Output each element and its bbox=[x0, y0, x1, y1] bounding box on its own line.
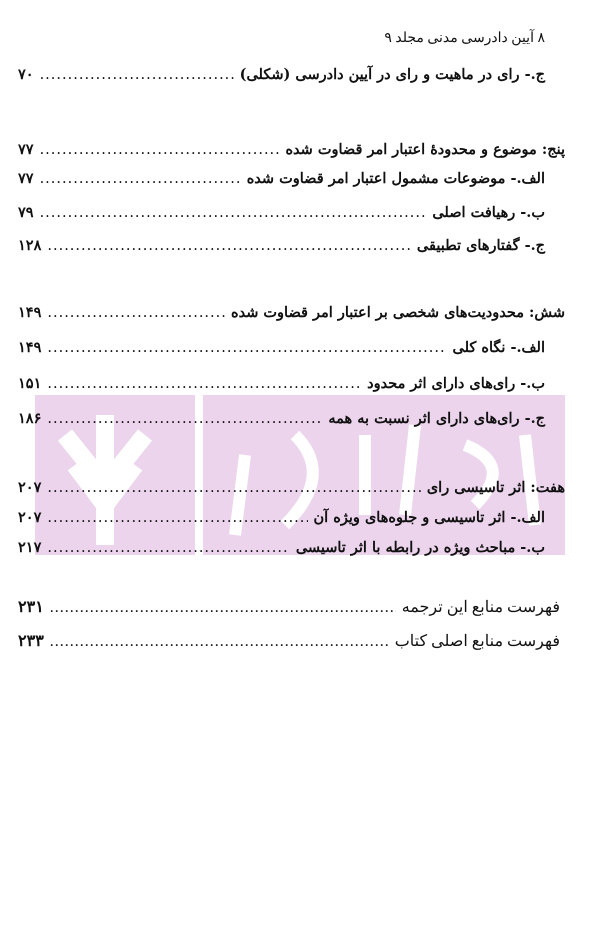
entry-page: ۲۳۱ bbox=[18, 599, 44, 616]
entry-page: ۷۷ bbox=[18, 170, 34, 187]
toc-entry[interactable] bbox=[18, 477, 565, 499]
toc-entry[interactable] bbox=[18, 64, 545, 86]
toc-entry[interactable] bbox=[18, 302, 565, 324]
dot-leader bbox=[40, 139, 280, 161]
toc-entry[interactable] bbox=[18, 537, 545, 559]
toc-entry[interactable] bbox=[18, 373, 545, 395]
entry-title: ب.- رای‌های دارای اثر محدود bbox=[367, 375, 545, 392]
toc-entry[interactable] bbox=[18, 202, 545, 224]
entry-title: فهرست منابع این ترجمه bbox=[401, 599, 560, 616]
entry-title: الف.- موضوعات مشمول اعتبار امر قضاوت شده bbox=[246, 170, 545, 187]
entry-title: ج.- گفتارهای تطبیقی bbox=[416, 237, 545, 254]
entry-page: ۷۷ bbox=[18, 141, 34, 158]
entry-page: ۷۰ bbox=[18, 66, 34, 83]
entry-title: ج.- رای‌های دارای اثر نسبت به همه bbox=[328, 410, 545, 427]
dot-leader bbox=[47, 337, 446, 359]
toc-entry[interactable] bbox=[18, 235, 545, 257]
running-header: ۸ آیین دادرسی مدنی مجلد ۹ bbox=[384, 31, 545, 46]
entry-page: ۱۲۸ bbox=[18, 237, 42, 254]
entry-title: الف.- نگاه کلی bbox=[452, 339, 545, 356]
toc-entry[interactable] bbox=[18, 408, 545, 430]
entry-page: ۲۰۷ bbox=[18, 509, 42, 526]
dot-leader bbox=[50, 631, 389, 653]
dot-leader bbox=[47, 302, 225, 324]
dot-leader bbox=[40, 64, 234, 86]
dot-leader bbox=[47, 408, 322, 430]
entry-title: هفت: اثر تاسیسی رای bbox=[426, 479, 565, 496]
entry-title: پنج: موضوع و محدودهٔ اعتبار امر قضاوت شده bbox=[285, 141, 565, 158]
toc-entry[interactable] bbox=[18, 631, 560, 653]
dot-leader bbox=[47, 477, 420, 499]
entry-title: ب.- مباحث ویژه در رابطه با اثر تاسیسی bbox=[295, 539, 545, 556]
entry-title: شش: محدودیت‌های شخصی بر اعتبار امر قضاوت شده bbox=[231, 304, 565, 321]
entry-page: ۲۰۷ bbox=[18, 479, 42, 496]
entry-page: ۷۹ bbox=[18, 204, 34, 221]
entry-page: ۱۴۹ bbox=[18, 339, 42, 356]
dot-leader bbox=[47, 373, 361, 395]
entry-title: فهرست منابع اصلی کتاب bbox=[394, 633, 560, 650]
entry-title: ب.- رهیافت اصلی bbox=[432, 204, 545, 221]
dot-leader bbox=[47, 537, 289, 559]
entry-title: ج.- رای در ماهیت و رای در آیین دادرسی (شکلی) bbox=[239, 66, 545, 83]
entry-title: الف.- اثر تاسیسی و جلوه‌های ویژه آن bbox=[313, 509, 545, 526]
toc-entry[interactable] bbox=[18, 507, 545, 529]
dot-leader bbox=[50, 597, 396, 619]
entry-page: ۱۵۱ bbox=[18, 375, 42, 392]
toc-entry[interactable] bbox=[18, 597, 560, 619]
toc-entry[interactable] bbox=[18, 168, 545, 190]
entry-page: ۲۱۷ bbox=[18, 539, 42, 556]
entry-page: ۲۳۳ bbox=[18, 633, 44, 650]
entry-page: ۱۸۶ bbox=[18, 410, 42, 427]
dot-leader bbox=[47, 507, 307, 529]
toc-entry[interactable] bbox=[18, 337, 545, 359]
dot-leader bbox=[40, 168, 241, 190]
entry-page: ۱۴۹ bbox=[18, 304, 42, 321]
dot-leader bbox=[40, 202, 427, 224]
dot-leader bbox=[47, 235, 411, 257]
toc-entry[interactable] bbox=[18, 139, 565, 161]
